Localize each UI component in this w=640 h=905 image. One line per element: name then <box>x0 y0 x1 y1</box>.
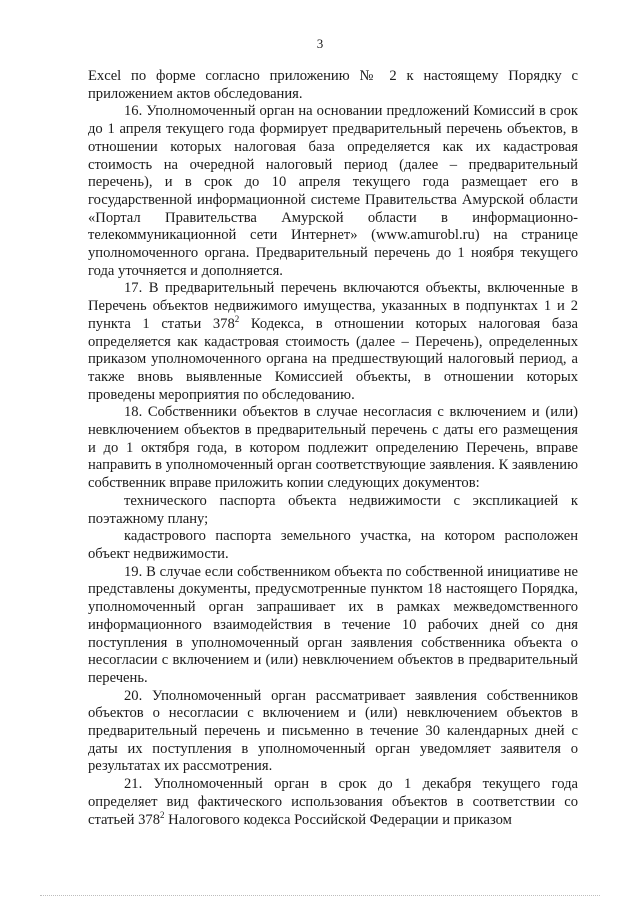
paragraph-text: Excel по форме согласно приложению № 2 к настоящему Порядку с приложением актов обследования. <box>88 68 578 102</box>
paragraph-continuation <box>88 68 578 103</box>
superscript: 2 <box>160 809 165 820</box>
paragraph-18-item-tech-passport <box>88 493 578 528</box>
paragraph-text: 21. Уполномоченный орган в срок до 1 декабря текущего года определяет вид фактического использования объектов в соответствии со статьей 378 <box>88 776 578 828</box>
paragraph-21 <box>88 776 578 829</box>
paragraph-19 <box>88 564 578 688</box>
paragraph-18 <box>88 404 578 493</box>
page-number: 3 <box>316 36 324 51</box>
superscript: 2 <box>234 313 240 324</box>
paragraph-text: 16. Уполномоченный орган на основании предложений Комиссий в срок до 1 апреля текущего года формирует предварительный перечень объектов, в отношении которых налоговая база определяется как их кадастровая стоимость на очередной налоговый период (далее – предварительный перечень), и в срок до 10 апреля текущего года размещает его в государственной информационной системе Правительства Амурской области «Портал Правительства Амурской области в информационно-телекоммуникационной сети Интернет» (www.amurobl.ru) на странице уполномоченного органа. Предварительный перечень до 1 ноября текущего года уточняется и дополняется. <box>88 103 578 279</box>
paragraph-20 <box>88 688 578 777</box>
paragraph-text: 19. В случае если собственником объекта по собственной инициативе не представлены документы, предусмотренные пунктом 18 настоящего Порядка, уполномоченный орган запрашивает их в рамках межведомственного информационного взаимодействия в течение 10 рабочих дней со дня поступления в уполномоченный орган заявления собственника объекта о несогласии с включением и (или) невключением объектов в предварительный перечень. <box>88 563 578 686</box>
paragraph-text: кадастрового паспорта земельного участка, на котором расположен объект недвижимости. <box>88 528 578 562</box>
paragraph-text: Кодекса, в отношении которых налоговая база определяется как кадастровая стоимость (далее – Перечень), определенных приказом уполномоченного органа на предшествующий налоговый период, а также вновь выявленные Комиссией объекты, в отношении которых проведены мероприятия по обследованию. <box>88 315 578 403</box>
document-body <box>88 68 578 829</box>
paragraph-18-item-cadastral-passport <box>88 528 578 563</box>
paragraph-text: 18. Собственники объектов в случае несогласия с включением и (или) невключением объектов в предварительный перечень с даты его размещения и до 1 октября года, в котором подлежит определению Перечень, вправе направить в уполномоченный орган соответствующие заявления. К заявлению собственник вправе приложить копии следующих документов: <box>88 404 578 492</box>
paragraph-text: технического паспорта объекта недвижимости с экспликацией к поэтажному плану; <box>88 492 578 527</box>
paragraph-text: Налогового кодекса Российской Федерации и приказом <box>164 811 512 828</box>
scan-edge-dots <box>40 895 600 898</box>
paragraph-16 <box>88 103 578 280</box>
paragraph-17 <box>88 280 578 404</box>
paragraph-text: 17. В предварительный перечень включаются объекты, включенные в Перечень объектов недвижимого имущества, указанных в подпунктах 1 и 2 пункта 1 статьи 378 <box>88 280 578 332</box>
paragraph-text: 20. Уполномоченный орган рассматривает заявления собственников объектов о несогласии с включением и (или) невключением объектов в предварительный перечень и письменно в течение 30 календарных дней с даты их поступления в уполномоченный орган уведомляет заявителя о результатах их рассмотрения. <box>88 687 578 775</box>
